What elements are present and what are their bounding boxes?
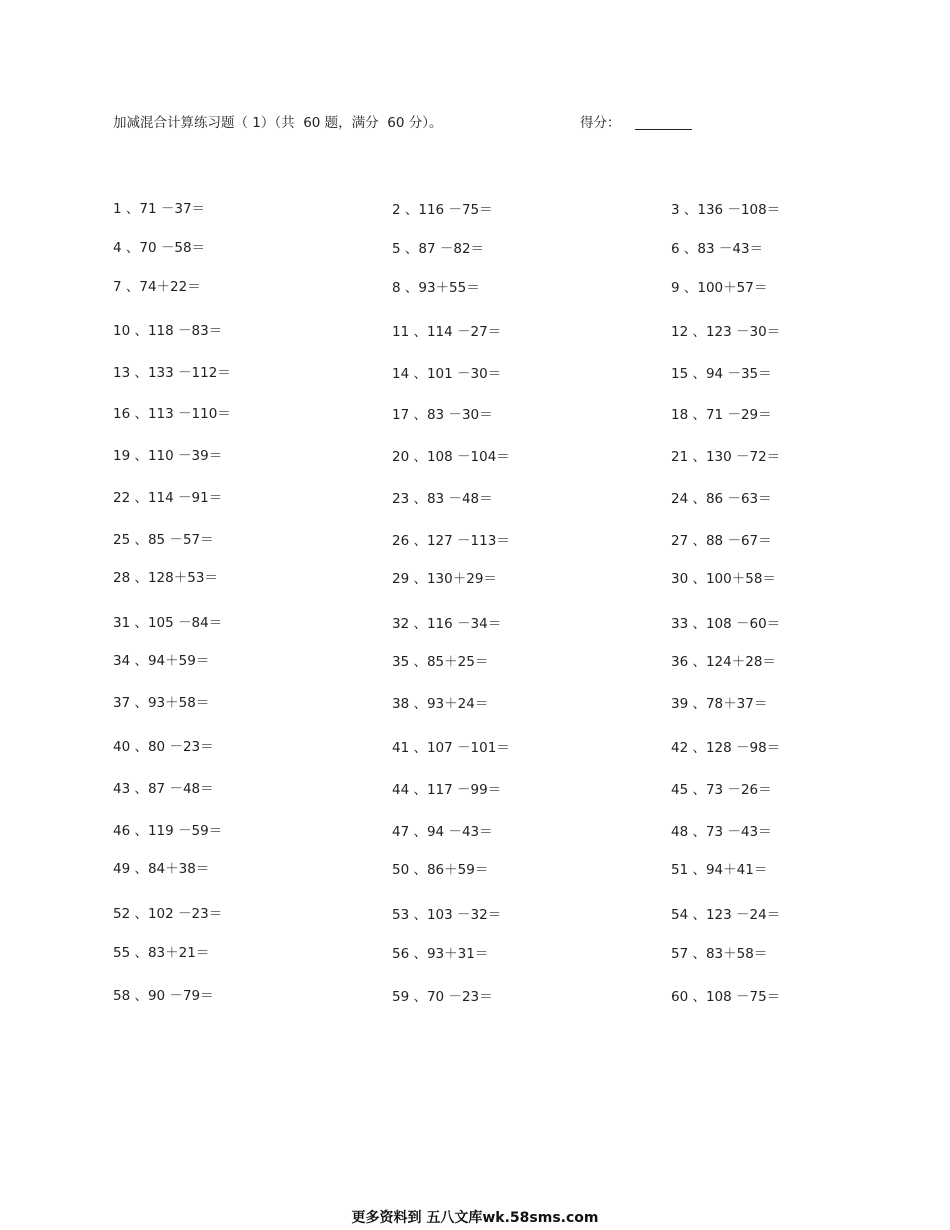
problem-item: 57 、83＋58＝ xyxy=(671,946,768,962)
problem-item: 3 、136 －108＝ xyxy=(671,202,781,218)
problem-item: 23 、83 －48＝ xyxy=(392,491,493,507)
problem-item: 24 、86 －63＝ xyxy=(671,491,772,507)
problem-item: 59 、70 －23＝ xyxy=(392,989,493,1005)
problem-item: 13 、133 －112＝ xyxy=(113,365,231,381)
problem-item: 46 、119 －59＝ xyxy=(113,823,223,839)
problem-item: 47 、94 －43＝ xyxy=(392,824,493,840)
problem-item: 34 、94＋59＝ xyxy=(113,653,210,669)
problem-item: 27 、88 －67＝ xyxy=(671,533,772,549)
problem-item: 20 、108 －104＝ xyxy=(392,449,510,465)
problem-item: 38 、93＋24＝ xyxy=(392,696,489,712)
problem-item: 16 、113 －110＝ xyxy=(113,406,231,422)
problem-item: 48 、73 －43＝ xyxy=(671,824,772,840)
problem-item: 41 、107 －101＝ xyxy=(392,740,510,756)
problem-item: 25 、85 －57＝ xyxy=(113,532,214,548)
problem-item: 31 、105 －84＝ xyxy=(113,615,223,631)
problem-item: 45 、73 －26＝ xyxy=(671,782,772,798)
problem-item: 43 、87 －48＝ xyxy=(113,781,214,797)
problem-item: 51 、94＋41＝ xyxy=(671,862,768,878)
problem-item: 36 、124＋28＝ xyxy=(671,654,776,670)
problem-item: 8 、93＋55＝ xyxy=(392,280,480,296)
problem-item: 55 、83＋21＝ xyxy=(113,945,210,961)
problem-item: 60 、108 －75＝ xyxy=(671,989,781,1005)
problem-item: 42 、128 －98＝ xyxy=(671,740,781,756)
problem-item: 1 、71 －37＝ xyxy=(113,201,206,217)
problem-item: 15 、94 －35＝ xyxy=(671,366,772,382)
problem-item: 40 、80 －23＝ xyxy=(113,739,214,755)
problem-item: 4 、70 －58＝ xyxy=(113,240,206,256)
problem-item: 14 、101 －30＝ xyxy=(392,366,502,382)
problem-item: 29 、130＋29＝ xyxy=(392,571,497,587)
score-label: 得分： xyxy=(580,115,621,131)
problem-item: 30 、100＋58＝ xyxy=(671,571,776,587)
problem-item: 22 、114 －91＝ xyxy=(113,490,223,506)
footer-watermark: 更多资料到 五八文库wk.58sms.com xyxy=(351,1210,599,1226)
problem-item: 49 、84＋38＝ xyxy=(113,861,210,877)
problem-item: 54 、123 －24＝ xyxy=(671,907,781,923)
problem-item: 56 、93＋31＝ xyxy=(392,946,489,962)
problem-item: 32 、116 －34＝ xyxy=(392,616,502,632)
problem-item: 26 、127 －113＝ xyxy=(392,533,510,549)
problem-item: 18 、71 －29＝ xyxy=(671,407,772,423)
problem-item: 53 、103 －32＝ xyxy=(392,907,502,923)
problem-item: 35 、85＋25＝ xyxy=(392,654,489,670)
problem-item: 39 、78＋37＝ xyxy=(671,696,768,712)
problem-item: 17 、83 －30＝ xyxy=(392,407,493,423)
problem-item: 21 、130 －72＝ xyxy=(671,449,781,465)
problem-item: 28 、128＋53＝ xyxy=(113,570,218,586)
problem-item: 33 、108 －60＝ xyxy=(671,616,781,632)
problem-item: 50 、86＋59＝ xyxy=(392,862,489,878)
problem-item: 19 、110 －39＝ xyxy=(113,448,223,464)
problem-item: 52 、102 －23＝ xyxy=(113,906,223,922)
problem-item: 7 、74＋22＝ xyxy=(113,279,201,295)
worksheet-title: 加减混合计算练习题（ 1）（共 60 题，满分 60 分）。 xyxy=(113,115,443,131)
problem-item: 10 、118 －83＝ xyxy=(113,323,223,339)
problem-item: 2 、116 －75＝ xyxy=(392,202,493,218)
problem-item: 12 、123 －30＝ xyxy=(671,324,781,340)
problem-item: 9 、100＋57＝ xyxy=(671,280,768,296)
problem-item: 5 、87 －82＝ xyxy=(392,241,485,257)
problem-item: 58 、90 －79＝ xyxy=(113,988,214,1004)
problem-item: 11 、114 －27＝ xyxy=(392,324,502,340)
problem-item: 6 、83 －43＝ xyxy=(671,241,764,257)
problem-item: 44 、117 －99＝ xyxy=(392,782,502,798)
problem-item: 37 、93＋58＝ xyxy=(113,695,210,711)
